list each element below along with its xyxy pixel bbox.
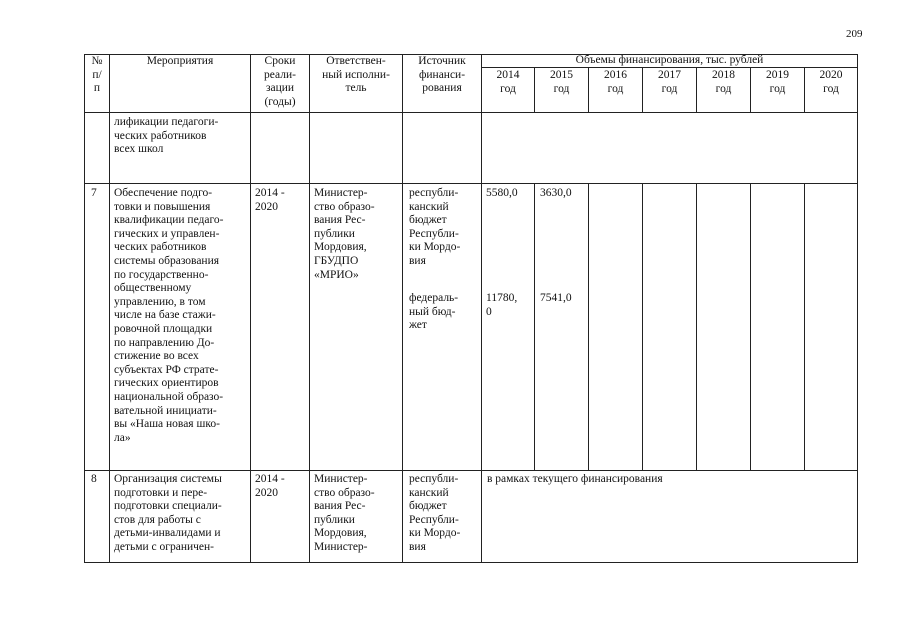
table-bottom-border <box>84 562 858 563</box>
row7-executor: Министер- ство образо- вания Рес- публики Мордовия, ГБУДПО «МРИО» <box>314 187 375 281</box>
header-year-2015: 2015 год <box>550 69 573 95</box>
row7-num: 7 <box>91 187 97 199</box>
row7-bottom-rule <box>84 470 858 471</box>
header-source: Источник финанси- рования <box>418 55 466 95</box>
col-rule <box>481 54 482 563</box>
col-rule <box>109 54 110 563</box>
header-year-2019: 2019 год <box>766 69 789 95</box>
col-rule <box>309 54 310 563</box>
continuation-row-rule <box>84 183 858 184</box>
header-bottom-rule <box>84 112 858 113</box>
row7-2014-federal: 11780, 0 <box>486 292 518 318</box>
header-year-2016: 2016 год <box>604 69 627 95</box>
year-col-rule <box>534 183 535 471</box>
header-year-2017: 2017 год <box>658 69 681 95</box>
row8-funding-note: в рамках текущего финансирования <box>487 473 663 485</box>
row7-event: Обеспечение подго- товки и повышения квалификации педаго- гических и управлен- ческих работников системы образования по государственно- общественному управлению, в том числе на базе стажи- ровочной площадки по направлению До- стижение во всех субъектах РФ страте- гических ориентиров национальной образо- вательной инициати- вы «Наша новая шко- ла» <box>114 187 224 444</box>
header-year-2020: 2020 год <box>819 69 843 95</box>
page-number: 209 <box>846 28 863 40</box>
row7-source-regional: республи- канский бюджет Республи- ки Мордо- вия <box>409 187 461 267</box>
header-num: № п/ п <box>91 55 103 95</box>
year-col-rule <box>642 183 643 471</box>
header-funding: Объемы финансирования, тыс. рублей <box>575 54 764 66</box>
row8-source: республи- канский бюджет Республи- ки Мордо- вия <box>409 473 461 553</box>
header-year-2018: 2018 год <box>712 69 735 95</box>
col-rule <box>857 54 858 563</box>
row7-2015-regional: 3630,0 <box>540 187 572 199</box>
row7-2014-regional: 5580,0 <box>486 187 518 199</box>
row7-terms: 2014 - 2020 <box>255 187 285 213</box>
continuation-event-text: лификации педагоги- ческих работников всех школ <box>114 116 219 156</box>
row7-source-federal: федераль- ный бюд- жет <box>409 292 459 332</box>
year-col-rule <box>750 183 751 471</box>
year-col-rule <box>696 183 697 471</box>
col-rule <box>84 54 85 563</box>
row8-terms: 2014 - 2020 <box>255 473 285 499</box>
header-executor: Ответствен- ный исполни- тель <box>322 55 390 95</box>
year-col-rule <box>804 183 805 471</box>
col-rule <box>250 54 251 563</box>
row7-2015-federal: 7541,0 <box>540 292 572 304</box>
header-event: Мероприятия <box>146 55 214 67</box>
header-year-2014: 2014 год <box>496 69 520 95</box>
row8-executor: Министер- ство образо- вания Рес- публики Мордовия, Министер- <box>314 473 375 553</box>
col-rule <box>402 54 403 563</box>
row8-num: 8 <box>91 473 97 485</box>
row8-event: Организация системы подготовки и пере- подготовки специали- стов для работы с детьми-инвалидами и детьми с ограничен- <box>114 473 222 553</box>
header-terms: Сроки реали- зации (годы) <box>264 55 296 108</box>
year-col-rule <box>588 183 589 471</box>
